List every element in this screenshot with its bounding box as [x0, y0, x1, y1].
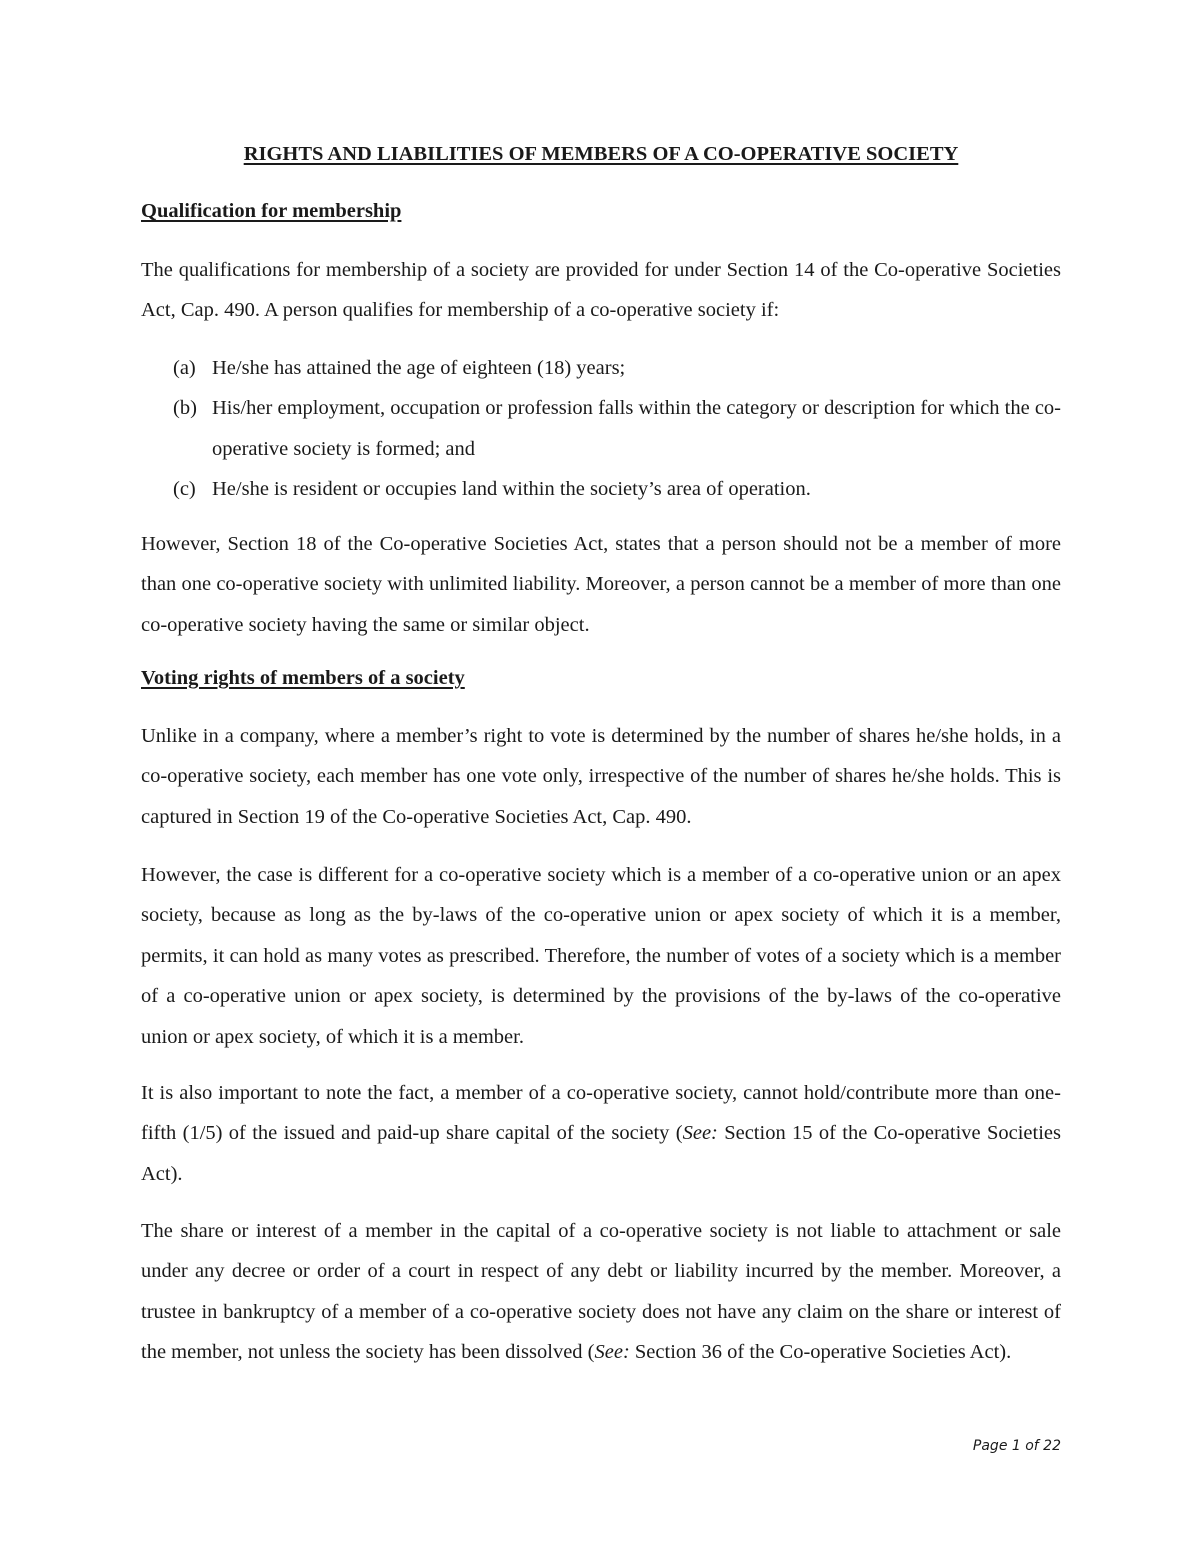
paragraph-text: Section 15 of the Co-operative Societies Act).: [141, 1122, 1061, 1185]
paragraph-text: The share or interest of a member in the capital of a co-operative society is not liable to attachment or sale under any decree or order of a court in respect of any debt or liability incurred by the member. Moreover, a trustee in bankruptcy of a member of a co-operative society does not have any claim on the share or interest of the member, not unless the society has been dissolved (: [141, 1220, 1061, 1364]
see-reference: See:: [594, 1341, 630, 1364]
document-page: [141, 0, 1061, 1553]
list-item: [141, 388, 1061, 469]
section-heading-qualification: Qualification for membership: [141, 200, 402, 222]
paragraph-membership-limits: However, Section 18 of the Co-operative Societies Act, states that a person should not be a member of more than one co-operative society with unlimited liability. Moreover, a person cannot be a member of more than one co-operative society having the same or similar object.: [141, 533, 1061, 636]
paragraph-text: It is also important to note the fact, a member of a co-operative society, cannot hold/contribute more than one-fifth (1/5) of the issued and paid-up share capital of the society (: [141, 1082, 1061, 1145]
see-reference: See:: [682, 1122, 718, 1145]
list-item-text: He/she is resident or occupies land within the society’s area of operation.: [212, 478, 811, 501]
list-item-text: He/she has attained the age of eighteen (18) years;: [212, 357, 626, 379]
list-marker: (c): [173, 478, 196, 501]
list-item: [141, 348, 1061, 388]
list-item: [141, 469, 1061, 509]
list-marker: (b): [173, 397, 197, 420]
list-item-text: His/her employment, occupation or profession falls within the category or description for which the co-operative society is formed; and: [212, 397, 1061, 460]
paragraph-share-cap: [141, 1073, 1061, 1194]
section-heading-voting-rights: Voting rights of members of a society: [141, 667, 465, 689]
paragraph-union-votes: However, the case is different for a co-operative society which is a member of a co-operative union or an apex society, because as long as the by-laws of the co-operative union or apex society of which it is a member, permits, it can hold as many votes as prescribed. Therefore, the number of votes of a society which is a member of a co-operative union or apex society, is determined by the provisions of the by-laws of the co-operative union or apex society, of which it is a member.: [141, 864, 1061, 1048]
document-title: RIGHTS AND LIABILITIES OF MEMBERS OF A CO-OPERATIVE SOCIETY: [243, 143, 959, 165]
qualification-list: [141, 348, 1061, 510]
list-marker: (a): [173, 357, 196, 379]
paragraph-qualification-intro: The qualifications for membership of a society are provided for under Section 14 of the Co-operative Societies Act, Cap. 490. A person qualifies for membership of a co-operative society if:: [141, 259, 1061, 322]
paragraph-share-protection: [141, 1211, 1061, 1373]
page-number: Page 1 of 22: [972, 1438, 1061, 1454]
paragraph-one-vote: Unlike in a company, where a member’s right to vote is determined by the number of shares he/she holds, in a co-operative society, each member has one vote only, irrespective of the number of shares he/she holds. This is captured in Section 19 of the Co-operative Societies Act, Cap. 490.: [141, 725, 1061, 828]
paragraph-text: Section 36 of the Co-operative Societies Act).: [629, 1341, 1012, 1364]
